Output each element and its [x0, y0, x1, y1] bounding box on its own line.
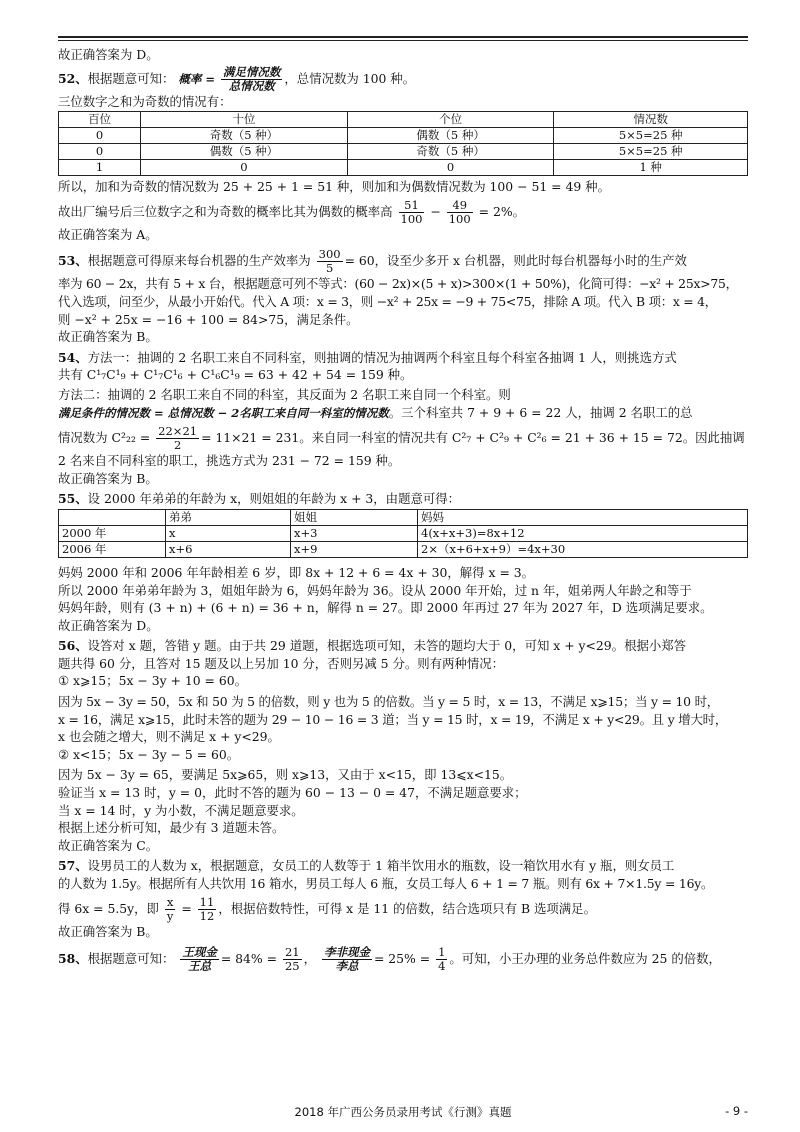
fraction: $\frac{51}{100}$ [400, 197, 423, 226]
header-rule-thin [58, 40, 748, 41]
text-line: 率为 60 − 2x，共有 5 + x 台，根据题意可列不等式：(60 − 2x)×(5 + x)>300×(1 + 50%)，化简可得：−x² + 25x>75， [58, 276, 738, 292]
text-line: 当 x = 14 时，y 为小数，不满足题意要求。 [58, 802, 304, 818]
text-line: 因为 5x − 3y = 65，要满足 5x⩾65，则 x⩾13，又由于 x<15，即 13⩽x<15。 [58, 767, 513, 783]
document-page [58, 0, 748, 1132]
table-row: 0 偶数（5 种） 奇数（5 种） 5×5=25 种 [59, 144, 748, 160]
text-line: 所以 2000 年弟弟年龄为 3，姐姐年龄为 6，妈妈年龄为 36。设从 2000 年开始，过 n 年，姐弟两人年龄之和等于 [58, 582, 692, 598]
text-line: 所以，加和为奇数的情况数为 25 + 25 + 1 = 51 种，则加和为偶数情况数为 100 − 51 = 49 种。 [58, 179, 610, 195]
text-line: 得 6x = 5.5y，即 $\frac{x}{y}$ = $\frac{11}{12}$ ，根据倍数特性，可得 x 是 11 的倍数，结合选项只有 B 选项满足。 [58, 894, 596, 923]
q58-intro: 58、根据题意可知： $\frac{\text{王现金}}{\text{王总}}$ = 84% = $\frac{21}{25}$ ， $\frac{\text{李非现金}}{\text{李总}}$ = 25% = $\frac{1}{4}$ 。可知，小王办理的业务总件数应为 25 的倍数， [58, 945, 721, 974]
fraction: $\frac{\text{王现金}}{\text{王总}}$ [182, 945, 217, 974]
text-line: 根据上述分析可知，最少有 3 道题未答。 [58, 820, 285, 836]
text-line: 代入选项，问至少，从最小开始代。代入 A 项：x = 3，则 −x² + 25x = −9 + 75<75，排除 A 项。代入 B 项：x = 4， [58, 293, 717, 309]
text-line: 2 名来自不同科室的职工，挑选方式为 231 − 72 = 159 种。 [58, 453, 401, 469]
text-line: 三位数字之和为奇数的情况有： [58, 93, 232, 109]
q54-intro: 54、方法一：抽调的 2 名职工来自不同科室，则抽调的情况为抽调两个科室且每个科室各抽调 1 人，则挑选方式 [58, 349, 677, 365]
text-line: 满足条件的情况数 = 总情况数 − 2名职工来自同一科室的情况数。三个科室共 7 + 9 + 6 = 22 人，抽调 2 名职工的总 [58, 404, 693, 420]
table-row: 0 奇数（5 种） 偶数（5 种） 5×5=25 种 [59, 128, 748, 144]
table-row: 2000 年 x x+3 4(x+x+3)=8x+12 [59, 525, 748, 541]
formula-label: 概率 = [178, 71, 215, 86]
text-line: ② x<15；5x − 3y − 5 = 60。 [58, 746, 240, 762]
text-line: 因为 5x − 3y = 50，5x 和 50 为 5 的倍数，则 y 也为 5 的倍数。当 y = 5 时，x = 13，不满足 x⩾15；当 y = 10 时， [58, 694, 719, 710]
question-number: 55、 [58, 491, 88, 507]
answer-line: 故正确答案为 B。 [58, 329, 158, 345]
fraction: $\frac{11}{12}$ [199, 894, 215, 923]
question-number: 52、 [58, 70, 88, 86]
text-line: x = 16，满足 x⩾15，此时未答的题为 29 − 10 − 16 = 3 道；当 y = 15 时，x = 19，不满足 x + y<29。且 y 增大时， [58, 711, 728, 727]
text-line: 方法二：抽调的 2 名职工来自不同的科室，其反面为 2 名职工来自同一个科室。则 [58, 386, 511, 402]
answer-line: 故正确答案为 C。 [58, 837, 159, 853]
question-number: 53、 [58, 253, 88, 269]
answer-line: 故正确答案为 A。 [58, 226, 158, 242]
digit-sum-table [58, 111, 748, 176]
q57-intro: 57、设男员工的人数为 x，根据题意，女员工的人数等于 1 箱半饮用水的瓶数，设一箱饮用水有 y 瓶，则女员工 [58, 858, 675, 874]
fraction: $\frac{49}{100}$ [448, 197, 471, 226]
fraction: $\frac{\text{李非现金}}{\text{李总}}$ [323, 945, 370, 974]
text-line: 验证当 x = 13 时，y = 0，此时不答的题为 60 − 13 − 0 = 47，不满足题意要求； [58, 785, 527, 801]
table-row: 2006 年 x+6 x+9 2×（x+6+x+9）=4x+30 [59, 541, 748, 557]
text-line: 的人数为 1.5y。根据所有人共饮用 16 箱水，男员工每人 6 瓶，女员工每人 6 + 1 = 7 瓶。则有 6x + 7×1.5y = 16y。 [58, 876, 714, 891]
q56-intro: 56、设答对 x 题，答错 y 题。由于共 29 道题，根据选项可知，未答的题均大于 0，可知 x + y<29。根据小郑答 [58, 638, 687, 654]
answer-line: 故正确答案为 D。 [58, 617, 159, 633]
question-number: 54、 [58, 349, 88, 365]
fraction: $\frac{21}{25}$ [284, 945, 300, 974]
text-line: 则 −x² + 25x = −16 + 100 = 84>75，满足条件。 [58, 311, 359, 327]
question-number: 56、 [58, 638, 88, 654]
handwritten-formula: 满足条件的情况数 = 总情况数 − 2名职工来自同一科室的情况数 [58, 405, 389, 420]
q53-intro: 53、根据题意可得原来每台机器的生产效率为 $\frac{300}{5}$ = 60，设至少多开 x 台机器，则此时每台机器每小时的生产效 [58, 247, 687, 276]
text-line: 共有 C¹₇C¹₉ + C¹₇C¹₆ + C¹₆C¹₉ = 63 + 42 + 54 = 159 种。 [58, 367, 413, 383]
table-header-row: 百位 十位 个位 情况数 [59, 112, 748, 128]
text-line: 妈妈年龄，则有 (3 + n) + (6 + n) = 36 + n，解得 n = 27。即 2000 年再过 27 年为 2027 年，D 选项满足要求。 [58, 600, 713, 616]
answer-line: 故正确答案为 B。 [58, 470, 158, 486]
text-line: x 也会随之增大，则不满足 x + y<29。 [58, 729, 280, 745]
q52-intro: 52、根据题意可知： 概率 = $\frac{\text{满足情况数}}{\text{总情况数}}$ ，总情况数为 100 种。 [58, 64, 416, 93]
table-row: 1 0 0 1 种 [59, 160, 748, 176]
text-line: 情况数为 C²₂₂ = $\frac{22\times 21}{2}$ = 11×21 = 231。来自同一科室的情况共有 C²₇ + C²₉ + C²₆ = 21 + 36 + 15 = 72。因此抽调 [58, 424, 745, 453]
text-line: 题共得 60 分，且答对 15 题及以上另加 10 分，否则另减 5 分。则有两种情况： [58, 655, 505, 671]
table-header-row: 弟弟 姐姐 妈妈 [59, 509, 748, 525]
footer-title: 2018 年广西公务员录用考试《行测》真题 [294, 1105, 512, 1119]
answer-content [58, 46, 748, 973]
fraction: $\frac{300}{5}$ [318, 247, 341, 276]
answer-line: 故正确答案为 B。 [58, 923, 158, 939]
q55-intro: 55、设 2000 年弟弟的年龄为 x，则姐姐的年龄为 x + 3，由题意可得： [58, 491, 461, 507]
text-line: 妈妈 2000 年和 2006 年年龄相差 6 岁，即 8x + 12 + 6 = 4x + 30，解得 x = 3。 [58, 564, 535, 580]
page-number: - 9 - [725, 1104, 748, 1118]
header-rule [58, 36, 748, 38]
probability-fraction: $\frac{\text{满足情况数}}{\text{总情况数}}$ [222, 64, 281, 93]
question-number: 57、 [58, 858, 88, 874]
fraction: $\frac{22\times 21}{2}$ [158, 424, 198, 453]
answer-line: 故正确答案为 D。 [58, 47, 159, 62]
fraction: $\frac{1}{4}$ [438, 945, 446, 974]
age-table [58, 509, 748, 558]
question-number: 58、 [58, 951, 88, 967]
text-line: ① x⩾15；5x − 3y + 10 = 60。 [58, 673, 248, 689]
fraction: $\frac{x}{y}$ [166, 894, 174, 923]
text-line: 故出厂编号后三位数字之和为奇数的概率比其为偶数的概率高 $\frac{51}{100}$ − $\frac{49}{100}$ = 2%。 [58, 197, 525, 226]
